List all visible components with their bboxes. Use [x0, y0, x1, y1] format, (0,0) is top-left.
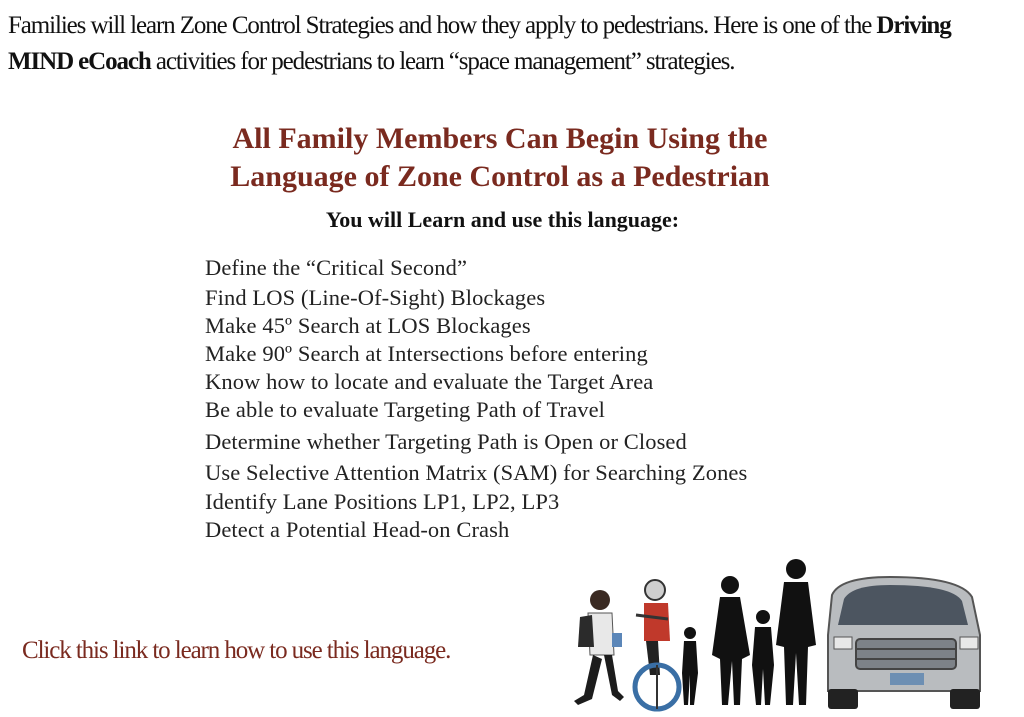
boy-walking-icon	[574, 590, 624, 705]
card-subheading: You will Learn and use this language:	[325, 207, 680, 232]
intro-paragraph	[8, 8, 1018, 80]
list-item: Identify Lane Positions LP1, LP2, LP3	[205, 489, 560, 514]
family-pedestrian-illustration	[560, 555, 1000, 717]
card-heading-line1: All Family Members Can Begin Using the	[232, 122, 768, 155]
list-item: Be able to evaluate Targeting Path of Travel	[205, 397, 606, 422]
intro-text-start: Families will learn Zone Control Strategies and how they apply to pedestrians. Here is one of the	[8, 12, 877, 39]
list-item: Detect a Potential Head-on Crash	[205, 517, 510, 542]
pickup-truck-icon	[828, 577, 980, 709]
intro-bold-brand: Driving MIND eCoach	[8, 12, 951, 75]
list-item: Know how to locate and evaluate the Target Area	[205, 369, 654, 394]
cyclist-icon	[635, 580, 679, 709]
list-item: Determine whether Targeting Path is Open or Closed	[205, 429, 687, 454]
list-item: Make 90º Search at Intersections before entering	[205, 341, 648, 366]
family-silhouette-icon	[682, 559, 816, 705]
list-item: Use Selective Attention Matrix (SAM) for Searching Zones	[205, 460, 748, 485]
card-heading-line2: Language of Zone Control as a Pedestrian	[230, 160, 770, 193]
list-item: Make 45º Search at LOS Blockages	[205, 313, 531, 338]
intro-text-end: activities for pedestrians to learn “space management” strategies.	[150, 48, 735, 75]
list-item: Find LOS (Line-Of-Sight) Blockages	[205, 285, 546, 310]
list-item: Define the “Critical Second”	[205, 255, 468, 280]
learn-language-link[interactable]: Click this link to learn how to use this language.	[22, 637, 451, 664]
